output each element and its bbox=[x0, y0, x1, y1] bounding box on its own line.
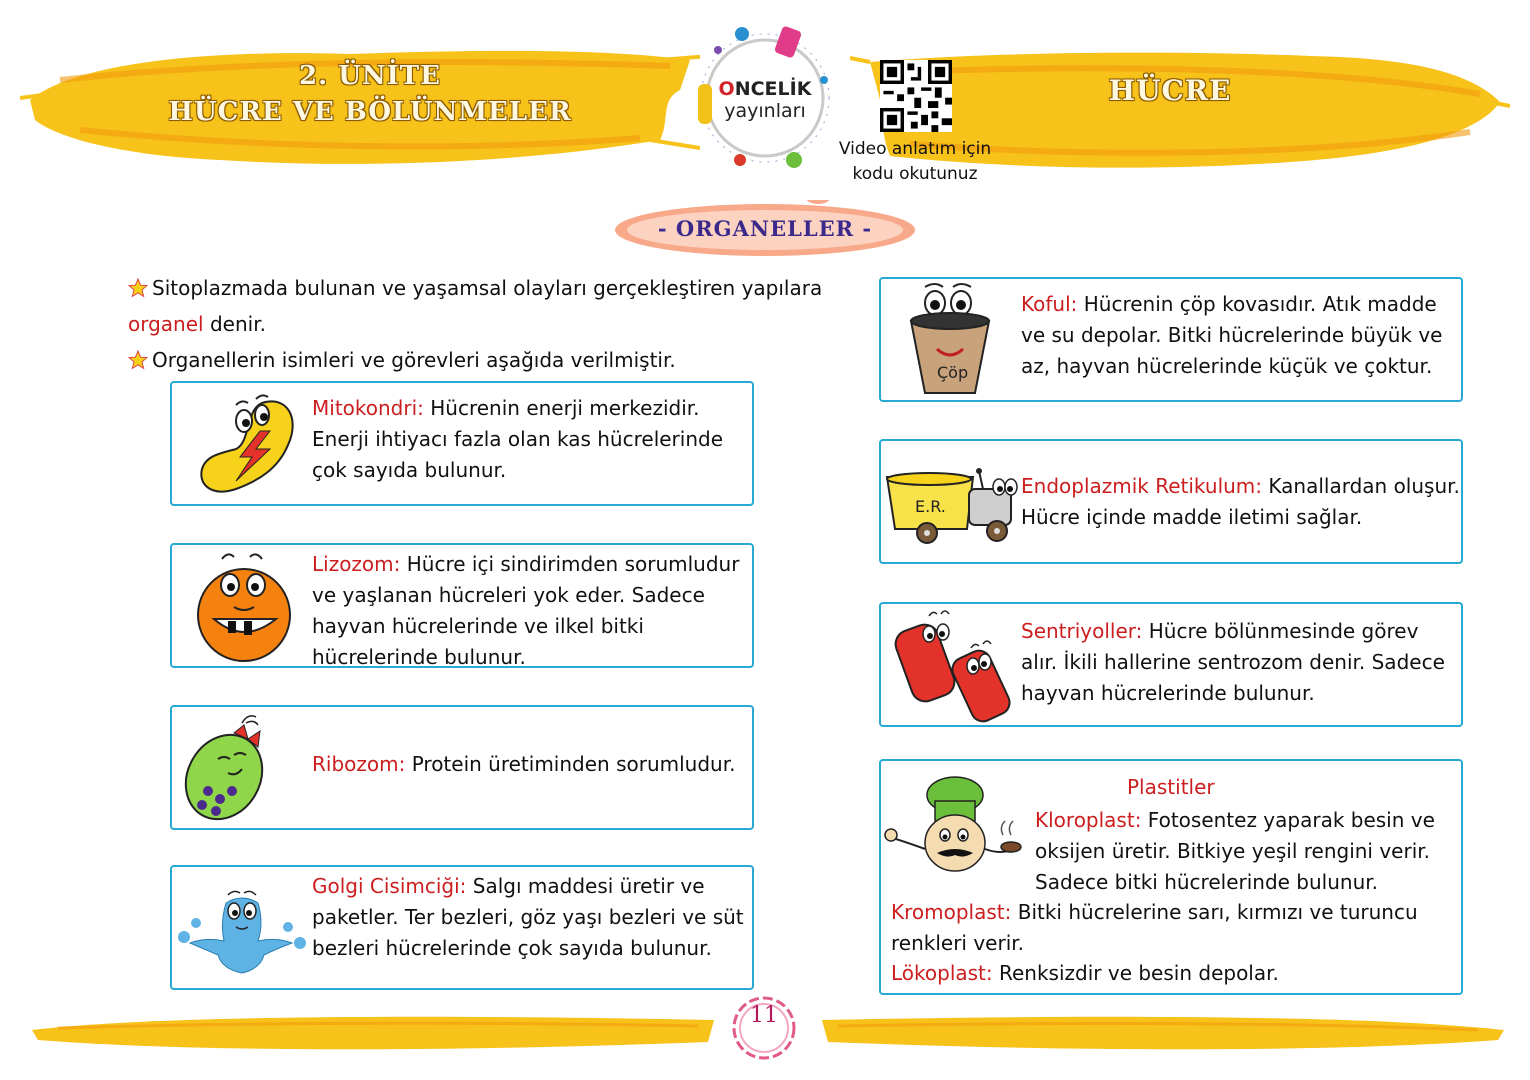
star-bullet-icon bbox=[128, 278, 148, 298]
intro-line-3: Organellerin isimleri ve görevleri aşağıda verilmiştir. bbox=[128, 342, 848, 378]
section-title: - ORGANELLER - bbox=[657, 216, 873, 241]
ribosome-character-icon bbox=[178, 711, 278, 827]
er-truck-character-icon bbox=[883, 467, 1023, 547]
unit-number: 2. ÜNİTE bbox=[299, 61, 441, 91]
chloroplast-chef-character-icon bbox=[883, 775, 1023, 885]
golgi-character-icon bbox=[176, 883, 308, 983]
lizozom-text: Lizozom: Hücre içi sindirimden sorumludur ve yaşlanan hücreleri yok eder. Sadece hayvan hücrelerinde ve ilkel bitki hücrelerinde bulunur. bbox=[312, 552, 740, 669]
kromoplast-text: Kromoplast: Bitki hücrelerine sarı, kırmızı ve turuncu renkleri verir. bbox=[891, 900, 1418, 955]
lysosome-character-icon bbox=[194, 549, 294, 665]
topic-title: HÜCRE bbox=[1108, 74, 1232, 107]
kloroplast-text: Kloroplast: Fotosentez yaparak besin ve oksijen üretir. Bitkiye yeşil rengini verir. Sadece bitki hücrelerinde bulunur. bbox=[1035, 808, 1435, 894]
footer-brush-left bbox=[28, 1008, 718, 1054]
card-ribozom bbox=[170, 705, 754, 830]
card-golgi bbox=[170, 865, 754, 990]
card-lizozom bbox=[170, 543, 754, 668]
vacuole-trash-bucket-icon bbox=[905, 281, 995, 401]
card-mitokondri bbox=[170, 381, 754, 506]
intro-line-1: Sitoplazmada bulunan ve yaşamsal olayları gerçekleştiren yapılara bbox=[128, 270, 848, 306]
publisher-logo bbox=[690, 20, 840, 170]
plastitler-heading: Plastitler bbox=[1127, 775, 1215, 799]
logo-o-icon: O bbox=[718, 78, 735, 100]
lokoplast-text: Lökoplast: Renksizdir ve besin depolar. bbox=[891, 961, 1279, 985]
bucket-label: Çöp bbox=[937, 363, 969, 382]
unit-name: HÜCRE VE BÖLÜNMELER bbox=[168, 97, 572, 127]
footer-brush-right bbox=[818, 1008, 1508, 1054]
card-sentriyol bbox=[879, 602, 1463, 727]
qr-caption: Video anlatım için kodu okutunuz bbox=[838, 139, 992, 184]
mitokondri-text: Mitokondri: Hücrenin enerji merkezidir. Enerji ihtiyacı fazla olan kas hücrelerinde çok sayıda bulunur. bbox=[312, 396, 724, 482]
card-plastit bbox=[879, 759, 1463, 995]
star-bullet-icon bbox=[128, 350, 148, 370]
logo-brand: ONCELİK bbox=[718, 78, 812, 100]
koful-text: Koful: Hücrenin çöp kovasıdır. Atık madde ve su depolar. Bitki hücrelerinde büyük ve az, hayvan hücrelerinde küçük ve çoktur. bbox=[1021, 292, 1443, 378]
card-koful bbox=[879, 277, 1463, 402]
centriole-character-icon bbox=[889, 606, 1015, 726]
intro-line-2: organel denir. bbox=[128, 312, 266, 336]
card-er bbox=[879, 439, 1463, 564]
unit-title bbox=[120, 58, 620, 130]
truck-label: E.R. bbox=[915, 497, 946, 516]
qr-code-icon[interactable] bbox=[880, 60, 952, 132]
ribozom-text: Ribozom: Protein üretiminden sorumludur. bbox=[312, 752, 736, 776]
er-text: Endoplazmik Retikulum: Kanallardan oluşur. Hücre içinde madde iletimi sağlar. bbox=[1021, 474, 1460, 529]
intro-paragraph bbox=[128, 270, 848, 378]
mitochondria-character-icon bbox=[192, 389, 302, 501]
sentriyol-text: Sentriyoller: Hücre bölünmesinde görev alır. İkili hallerine sentrozom denir. Sadece hayvan hücrelerinde bulunur. bbox=[1021, 619, 1445, 705]
golgi-text: Golgi Cisimciği: Salgı maddesi üretir ve paketler. Ter bezleri, göz yaşı bezleri ve süt bezleri hücrelerinde çok sayıda bulunur. bbox=[312, 874, 744, 960]
logo-sub: yayınları bbox=[724, 100, 806, 122]
page-number: 11 bbox=[750, 1003, 778, 1028]
organel-term: organel bbox=[128, 312, 204, 336]
